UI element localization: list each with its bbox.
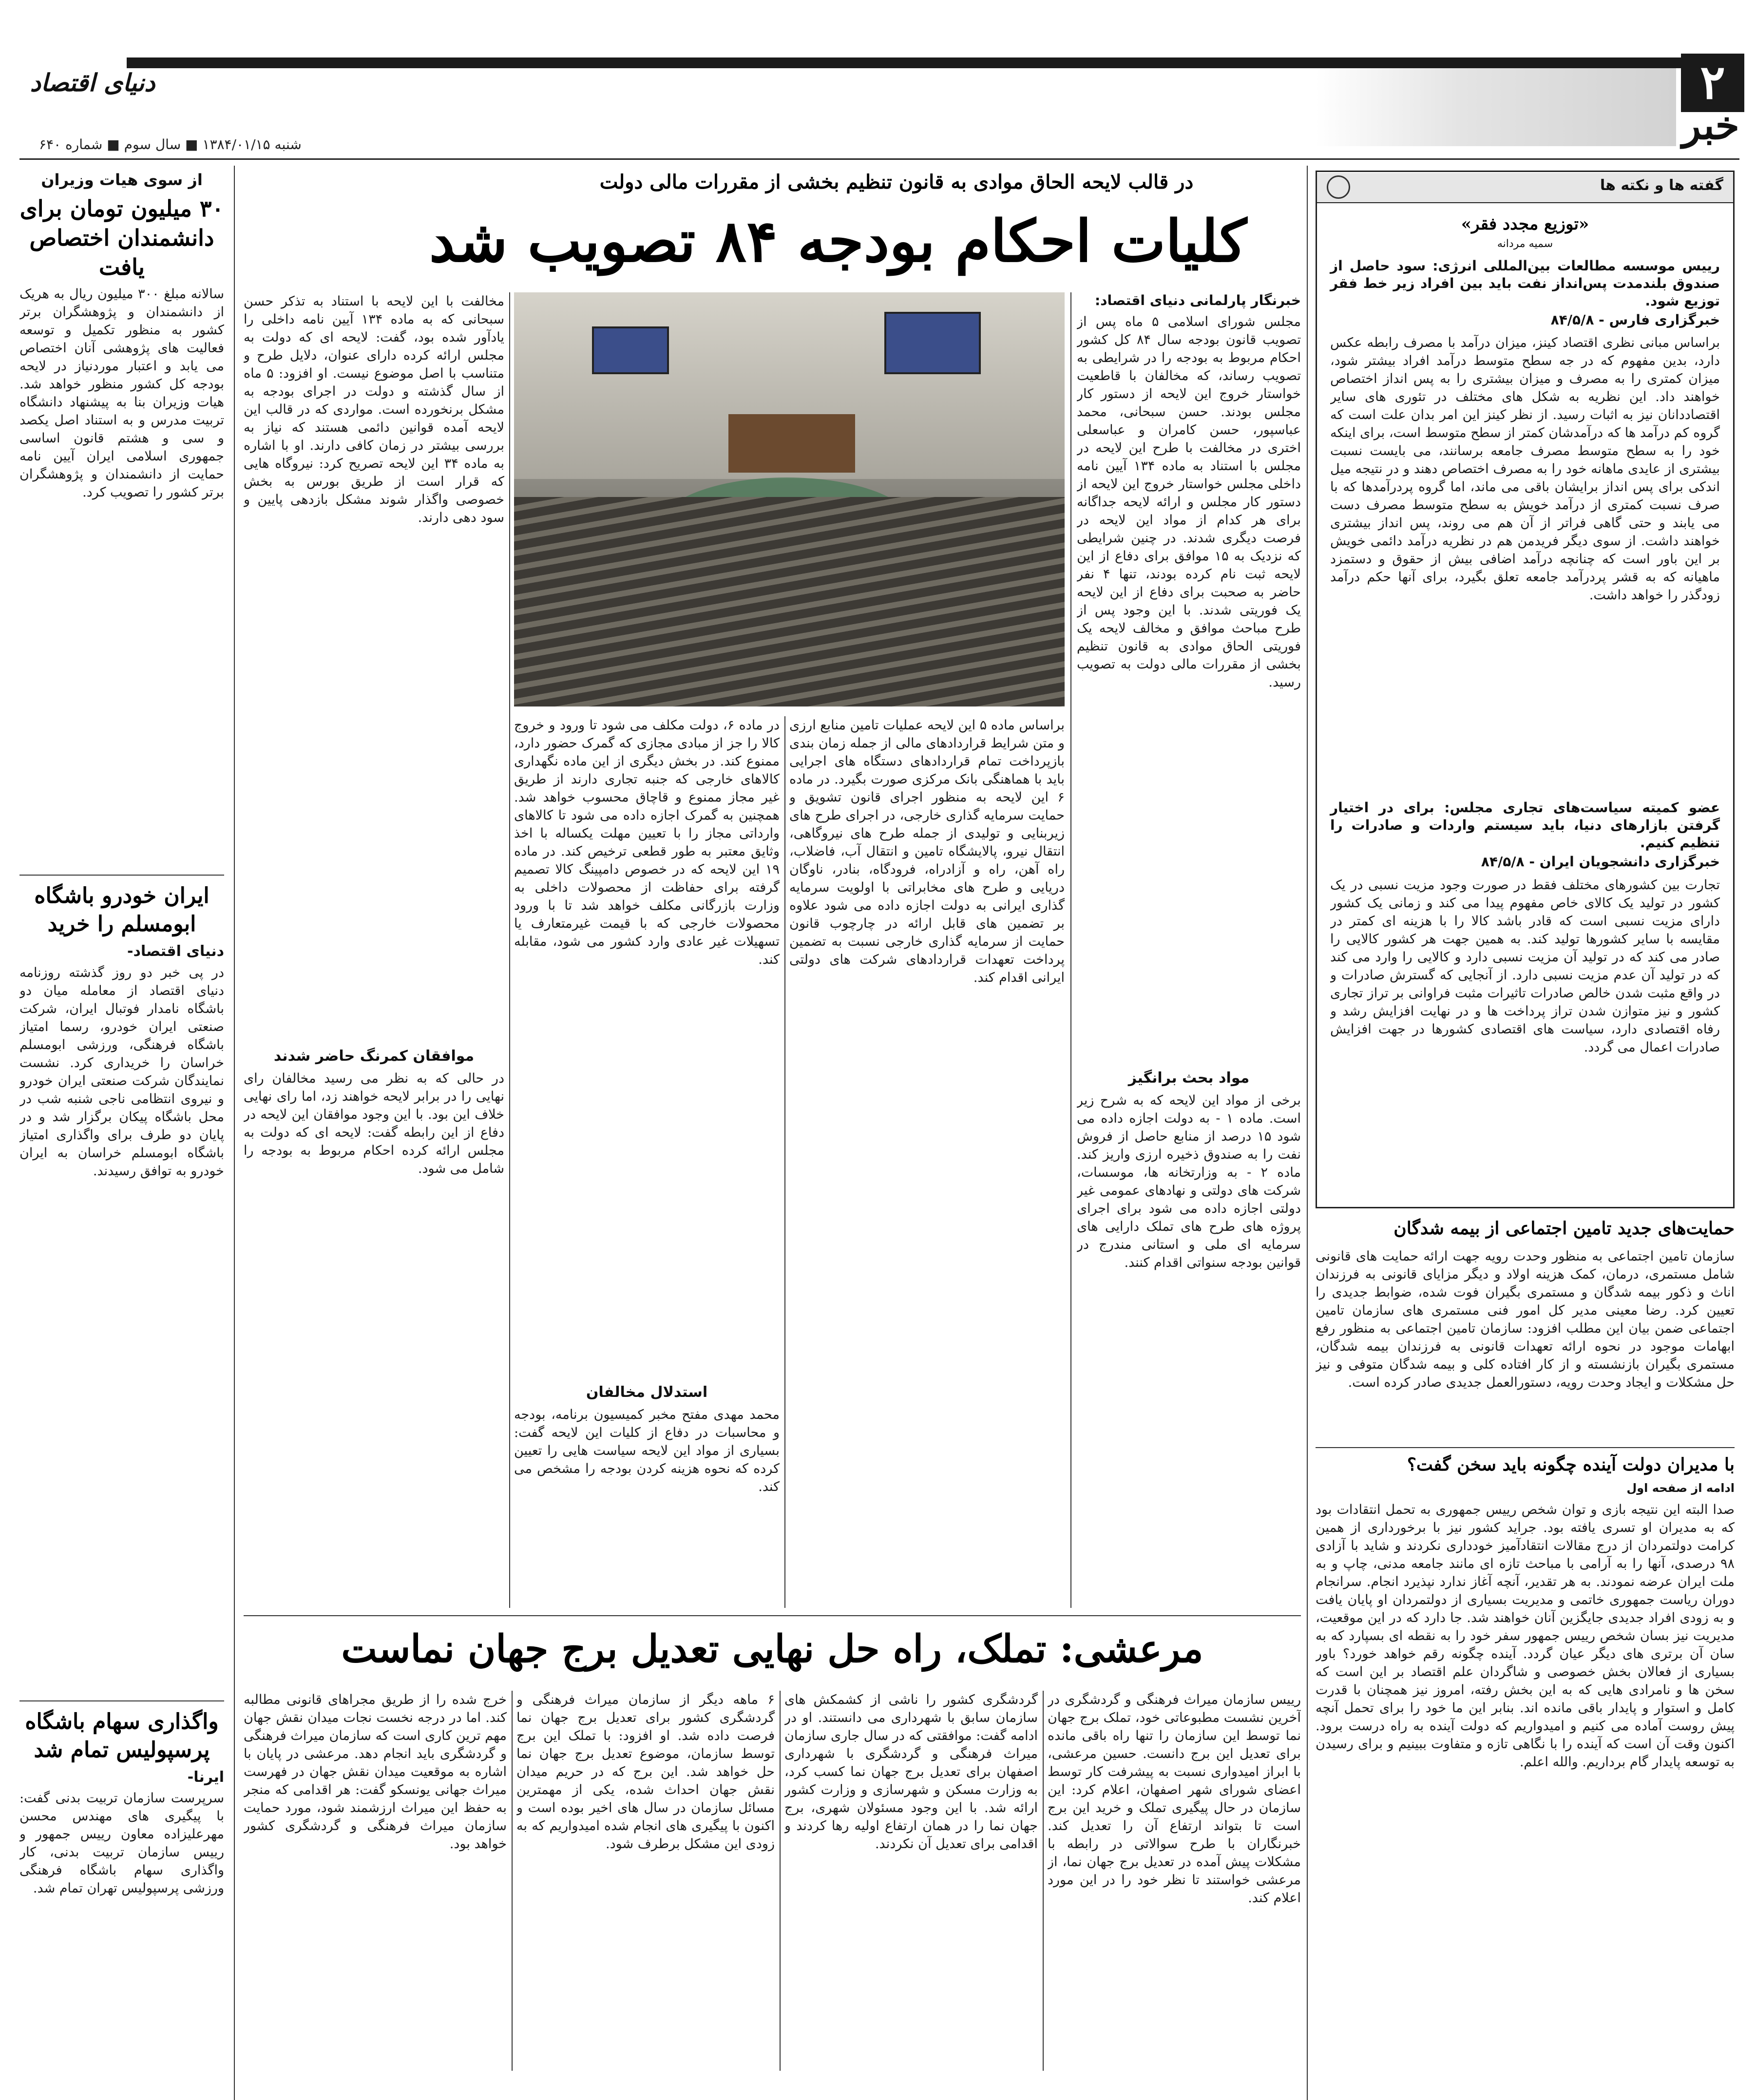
sidebar-article1-title: «توزیع مجدد فقر» [1461,214,1589,234]
managers-story-body: صدا البته این نتیجه بازی و توان شخص رییس جمهوری به تحمل انتقادات بود که به مدیران او تسری یافته بود. جراید کشور نیز با برخورداری از همین کرامت دولتمردان از درج مقالات انتقادآمیز خودداری نکردند و شاید با آزادی ۹۸ درصدی، آنها را به آرامی با مباحث تازه ای مانند جامعه مدنی، چاپ و به ملت ایران عرضه نمودند. به هر تقدیر، آنچه آغاز ندارد نپذیرد انجام. سرانجام دوران ریاست جمهوری خاتمی و مدیریت بسیاری از دولتمردان او پایان یافت و به زودی افراد جدیدی جایگزین آنان خواهند شد. جا دارد که در این موقعیت، مدیریت نیز بسان شخص رییس جمهور سفر خود را به نقطه ای بسپارد که به سان آن برتری های دیگر عیان گردد. آینده چگونه رقم خواهد خورد؟ باور بسیاری از فعالان بخش خصوصی و شاگردان علم اقتصاد بر این است که سخن ها و نامرادی هایی که به این بخش رفته، امروز نیز همچنان با قدرت کامل و استوار و پایدار باقی مانده اند. بنابر این ما خود را برای تحمل آنچه پیش روست آماده می کنیم و امیدواریم که دولت آینده به راه درست برود. اکنون وقت آن است که آینده را با نگاهی تازه و متفاوت ببینیم و برای رسیدن به توسعه پایدار گام برداریم. والله اعلم. [1316,1502,1735,1770]
bottom-col1: رییس سازمان میراث فرهنگی و گردشگری در آخرین نشست مطبوعاتی خود، تملک برج جهان نما توسط این سازمان را تنها راه باقی مانده برای تعدیل این برج دانست. حسین مرعشی، با ابراز امیدواری نسبت به پیشرفت کار توسط اعضای شورای شهر اصفهان، اعلام کرد: این سازمان در حال پیگیری تملک و خرید این برج است تا بتواند ارتفاع آن را تعدیل کند. خبرنگاران با طرح سوالاتی در رابطه با مشکلات پیش آمده در تعدیل برج جهان نما، از مرعشی خواستند تا نظر خود را در این مورد اعلام کند. [1048,1692,1301,1906]
screen-icon [592,326,669,374]
left-story2-body: در پی خبر دو روز گذشته روزنامه دنیای اقتصاد از معامله میان دو باشگاه نامدار فوتبال ایران، شرکت صنعتی ایران خودرو، رسما امتیاز باشگاه فرهنگی، ورزشی ابومسلم خراسان را خریداری کرد. نشست نمایندگان شرکت صنعتی ایران خودرو و نیروی انتظامی ناجی شنبه شب در محل باشگاه پیکان برگزار شد و در پایان دو طرف برای واگذاری امتیاز باشگاه ابومسلم خراسان به ایران خودرو به توافق رسیدند. [19,965,224,1179]
parliament-photo [514,292,1065,706]
column-divider [784,716,785,1608]
managers-story-continued: ادامه از صفحه اول [1626,1481,1735,1495]
main-col3-text: در ماده ۶، دولت مکلف می شود تا ورود و خروج کالا را جز از مبادی مجازی که گمرک حضور دارد، ممنوع کند. در بخش دیگری از این ماده نگهداری کالاهای خارجی که جنبه تجاری دارند از طریق غیر مجاز ممنوع و قاچاق محسوب خواهد شد. همچنین به گمرک اجازه داده می شود تا کالاهای وارداتی مجاز را با تعیین مهلت یکساله با اخذ وثایق معتبر به طور قطعی ترخیص کند. در ماده ۱۹ این لایحه که در خصوص دامپینگ کالا تصمیم گرفته برای حفاظت از محصولات داخلی به وزارت بازرگانی مکلف خواهد شد تا با ورود محصولات خارجی که با قیمت غیرمتعارف یا تسهیلات غیر عادی وارد کشور می شود، مقابله کند. [514,718,780,967]
main-col4-subhead: موافقان کمرنگ حاضر شدند [273,1048,475,1065]
main-col1-text: مجلس شورای اسلامی ۵ ماه پس از تصویب قانون بودجه سال ۸۴ کل کشور احکام مربوط به بودجه را در شرایطی به تصویب رساند، که مخالفان با قاطعیت خواستار خروج این لایحه از دستور کار مجلس بودند. حسن سبحانی، محمد عباسپور، حسن کامران و عباسعلی اختری در مخالفت با طرح این لایحه در مجلس با استناد به ماده ۱۳۴ آیین نامه داخلی مجلس خواستار خروج این لایحه از دستور کار مجلس و ارائه لایحه جداگانه برای هر کدام از مواد این لایحه در فرصت دیگری شدند. در چنین شرایطی که نزدیک به ۱۵ موافق برای دفاع از این لایحه ثبت نام کرده بودند، تنها ۴ نفر حاضر به صحبت برای دفاع از این لایحه یک فوریتی شدند. با این وجود پس از طرح مباحث موافق و مخالف لایحه یک فوریتی الحاق موادی به قانون تنظیم بخشی از مقررات مالی دولت به تصویب رسید. [1077,314,1301,690]
left-story1-headline: ۳۰ میلیون تومان برای دانشمندان اختصاص یافت [19,195,224,280]
left-story3-headline: واگذاری سهام باشگاه پرسپولیس تمام شد [25,1709,219,1762]
column-divider [512,1691,513,2071]
page-number: ۲ [1681,54,1744,112]
insurance-story-headline: حمایت‌های جدید تامین اجتماعی از بیمه شدگان [1393,1218,1735,1239]
top-divider [19,158,1739,160]
brand-logo: دنیای اقتصاد [30,68,155,97]
sidebar-article2-source: خبرگزاری دانشجویان ایران - ۸۴/۵/۸ [1481,854,1720,870]
column-divider [234,166,235,2100]
column-divider [1307,166,1308,2100]
main-col4b-text: در حالی که به نظر می رسید مخالفان رای نهایی را در برابر لایحه خواهند زد، اما رای نهایی خلاف این بود. با این وجود موافقان این لایحه در دفاع از این رابطه گفت: لایحه ای که دولت به مجلس ارائه کرده احکام مربوط به بودجه را شامل می شود. [244,1071,504,1176]
left-divider [19,1700,224,1701]
left-divider [19,875,224,876]
left-story2-headline: ایران خودرو باشگاه ابومسلم را خرید [34,883,210,936]
bottom-headline-box [244,1623,1301,1681]
main-col2-text: براساس ماده ۵ این لایحه عملیات تامین منابع ارزی و متن شرایط قراردادهای مالی از جمله زمان بندی بازپرداخت تمام قراردادهای دستگاه های اجرایی باید با هماهنگی بانک مرکزی صورت بگیرد. در ماده ۶ این لایحه به منظور اجرای قانون تشویق و حمایت سرمایه گذاری خارجی، در اجرای طرح های زیربنایی و تولیدی از جمله طرح های نیروگاهی، انتقال نیرو، پالایشگاه تامین و انتقال آب، فاضلاب، راه آهن، راه و آزادراه، فرودگاه، بنادر، ناوگان دریایی و طرح های مخابراتی با اولویت سرمایه گذاری ایرانی به دولت اجازه داده می شود علاوه بر تضمین های قابل ارائه در چارچوب قانون حمایت از سرمایه گذاری خارجی نسبت به تضمین پرداخت تعهدات قراردادهای شرکت های دولتی ایرانی اقدام کند. [789,718,1065,985]
section-title: خبر [1682,102,1739,148]
main-kicker: در قالب لایحه الحاق موادی به قانون تنظیم بخشی از مقررات مالی دولت [599,171,1194,193]
left-story1-body: سالانه مبلغ ۳۰۰ میلیون ریال به هریک از دانشمندان و پژوهشگران برتر کشور به منظور تکمیل و توسعه فعالیت های پژوهشی آنان اختصاص می یابد و اعتبار موردنیاز در لایحه بودجه کل کشور منظور خواهد شد. هیات وزیران بنا به پیشنهاد دانشگاه تربیت مدرس و به استناد اصل یکصد و سی و هشتم قانون اساسی جمهوری اسلامی ایران آیین نامه حمایت از دانشمندان و پژوهشگران برتر کشور را تصویب کرد. [19,286,224,500]
right-divider [1316,1447,1735,1448]
sidebar-article1-author: سمیه مردانه [1497,238,1553,250]
column-divider [1070,292,1071,1608]
bottom-col3: ۶ ماهه دیگر از سازمان میراث فرهنگی و گردشگری کشور برای تعدیل برج جهان نما فرصت داده شد. او افزود: با تملک این برج توسط سازمان، موضوع تعدیل برج جهان نما حل خواهد شد. این برج که در حریم میدان نقش جهان احداث شده، یکی از مهمترین مسائل سازمان در سال های اخیر بوده است و اکنون با پیگیری های انجام شده امیدواریم که به زودی این مشکل برطرف شود. [516,1692,775,1852]
masthead-rule [127,57,1681,68]
left-story1-kicker: از سوی هیات وزیران [41,171,203,189]
sidebar-article1-source: خبرگزاری فارس - ۸۴/۵/۸ [1550,312,1720,328]
main-col3-subhead: استدلال مخالفان [586,1384,708,1401]
main-col1-lead: خبرنگار پارلمانی دنیای اقتصاد: [1094,292,1301,308]
bottom-headline: تملک، راه حل نهایی تعدیل برج جهان نماست [341,1627,1047,1671]
main-col1b-text: برخی از مواد این لایحه که به شرح زیر است. ماده ۱ - به دولت اجازه داده می شود ۱۵ درصد از منابع حاصل از فروش نفت را به صندوق ذخیره ارزی واریز کند. ماده ۲ - به وزارتخانه ها، موسسات، شرکت های دولتی و نهادهای عمومی غیر دولتی اجازه داده می شود برای اجرای پروژه های طرح های تملک دارایی های سرمایه ای ملی و استانی مندرج در قوانین بودجه سنواتی اقدام کنند. [1077,1093,1301,1270]
left-story2-lead: دنیای اقتصاد- [127,943,224,960]
sidebar-article2-deck: عضو کمیته سیاست‌های تجاری مجلس: برای در اختیار گرفتن بازارهای دنیا، باید سیستم واردات و صادرات را تنظیم کنیم. [1330,800,1720,851]
bottom-col4: خرج شده را از طریق مجراهای قانونی مطالبه کند. اما در درجه نخست نجات میدان نقش جهان مهم ترین کاری است که سازمان میراث فرهنگی و گردشگری باید انجام دهد. مرعشی در پایان با اشاره به موقعیت میدان نقش جهان در فهرست میراث جهانی یونسکو گفت: هر اقدامی که منجر به حفظ این میراث ارزشمند شود، مورد حمایت سازمان میراث فرهنگی و گردشگری کشور خواهد بود. [244,1692,507,1852]
globe-icon [1327,175,1350,199]
main-col4-text: مخالفت با این لایحه با استناد به تذکر حسن سبحانی که به ماده ۱۳۴ آیین نامه داخلی را یادآور شده بود، گفت: لایحه ای که دولت به مجلس ارائه کرده دارای عنوان، دلایل طرح و متناسب با اصل موضوع نیست. او افزود: ۵ ماه از سال گذشته و دولت در اجرای بودجه به مشکل برنخورده است. مواردی که در قالب این لایحه آمده قوانین دائمی هستند که نیاز به بررسی بیشتر در زمان کافی دارند. او با اشاره به ماده ۳۴ این لایحه تصریح کرد: نیروگاه هایی که قرار است از طریق بورس به بخش خصوصی واگذار شوند مشکل بازدهی پایین و سود دهی دارند. [244,294,504,525]
column-divider [1043,1691,1044,2071]
bottom-headline-label: مرعشی: [1059,1627,1203,1671]
left-story3-lead: ایرنا- [187,1769,224,1786]
sidebar-article1-deck: رییس موسسه مطالعات بین‌المللی انرژی: سود حاصل از صندوق بلندمدت پس‌انداز نفت باید بین افراد زیر خط فقر توزیع شود. [1330,258,1720,309]
insurance-story-body: سازمان تامین اجتماعی به منظور وحدت رویه جهت ارائه حمایت های قانونی شامل مستمری، درمان، کمک هزینه اولاد و دیگر مزایای قانونی به فرزندان اناث و ذکور بیمه شدگان و مستمری بگیران فوت شده، ضوابط جدیدی را تعیین کرد. رضا معینی مدیر کل امور فنی مستمری های سازمان تامین اجتماعی ضمن بیان این مطلب افزود: سازمان تامین اجتماعی به منظور رفع ابهامات موجود در نحوه ارائه تعهدات قانونی به فرزندان بیمه شدگان، مستمری بگیران بازنشسته و از کار افتاده کلی و بیمه شدگان متوفی و نیز حل مشکلات و ایجاد وحدت رویه، دستورالعمل جدیدی صادر کرده است. [1316,1249,1735,1390]
sidebar-header [1317,173,1733,203]
bottom-col2: گردشگری کشور را ناشی از کشمکش های سازمان سابق با شهرداری می دانستند. او در ادامه گفت: موافقتی که در سال جاری سازمان میراث فرهنگی و گردشگری با شهرداری اصفهان برای تعدیل برج جهان نما کسب کرد، به وزارت مسکن و شهرسازی و وزارت کشور ارائه شد. با این وجود مسئولان شهری، برج جهان نما را در همان ارتفاع اولیه رها کردند و اقدامی برای تعدیل آن نکردند. [784,1692,1038,1852]
managers-story-headline: با مدیران دولت آینده چگونه باید سخن گفت؟ [1407,1454,1735,1475]
issue-line: شنبه ۱۳۸۴/۰۱/۱۵ ■ سال سوم ■ شماره ۶۴۰ [39,136,302,153]
column-divider [780,1691,781,2071]
main-col3b-text: محمد مهدی مفتح مخبر کمیسیون برنامه، بودجه و محاسبات در دفاع از کلیات این لایحه گفت: بسیاری از مواد این لایحه سیاست هایی را تعیین کرده که نحوه هزینه کردن بودجه را مشخص می کند. [514,1407,780,1494]
main-headline: کلیات احکام بودجه ۸۴ تصویب شد [429,207,1247,275]
main-col1-subhead: مواد بحث برانگیز [1128,1069,1250,1087]
sidebar-article2-body: تجارت بین کشورهای مختلف فقط در صورت وجود مزیت نسبی در یک کشور در تولید یک کالای خاص مفهوم پیدا می کند و زمانی یک کشور دارای مزیت نسبی است که قادر باشد کالا را با هزینه ای کمتر در مقایسه با سایر کشورها تولید کند. به همین جهت هر کشور کالایی را صادر می کند که در تولید آن مزیت نسبی دارد و کالایی را وارد می کند که در تولید آن عدم مزیت نسبی دارد. از آنجایی که گسترش صادرات و در واقع مثبت شدن خالص صادرات تاثیرات مثبت فراوانی بر تراز تجاری کشور و نیز متوازن شدن تراز پرداخت ها و در نهایت افزایش رشد و رفاه اقتصادی دارد، سیاست های اقتصادی کشورها در جهت افزایش صادرات اعمال می گردد. [1330,878,1720,1055]
sidebar-header-title: گفته ها و نکته ها [1600,177,1723,194]
bottom-divider [244,1615,1301,1616]
left-story3-body: سرپرست سازمان تربیت بدنی گفت: با پیگیری های مهندس محسن مهرعلیزاده معاون رییس جمهور و رییس سازمان تربیت بدنی، کار واگذاری سهام باشگاه فرهنگی ورزشی پرسپولیس تهران تمام شد. [19,1791,224,1896]
column-divider [509,292,510,1608]
sidebar-article1-body: براساس مبانی نظری اقتصاد کینز، میزان درآمد با مصرف رابطه عکس دارد، بدین مفهوم که در جه سطح متوسط درآمد افراد بیشتر شود، میزان کمتری را به مصرف و میزان بیشتری را به پس انداز اختصاص خواهند داد. این نظریه به شکل های مختلف در تئوری های سایر اقتصاددانان نیز به اثبات رسید. از نظر کینز این امر بدان علت است که گروه کم درآمد ها که درآمدشان کمتر از سطح متوسط است، برای اینکه خود را به سطح متوسط مصرف جامعه برسانند، می بایست نسبت بیشتری از عایدی ماهانه خود را به مصرف اختصاص دهند و در نتیجه میل اندکی برای پس انداز برایشان باقی می ماند، اما گروه پردرآمدها که با صرف نسبت کمتری از درآمد خویش به سطح متوسط مصرف دست می یابند و حتی گاهی فراتر از آن هم می روند، پس انداز بیشتری خواهند داشت. از سوی دیگر فریدمن هم در نظریه درآمد دائمی خویش بر این باور است که چنانچه درآمد اضافی بیش از حقوق و دستمزد ماهیانه که به قشر پردرآمد جامعه تعلق بگیرد، برای آنها حکم درآمد زودگذر را خواهد داشت. [1330,335,1720,603]
screen-icon [884,312,981,374]
